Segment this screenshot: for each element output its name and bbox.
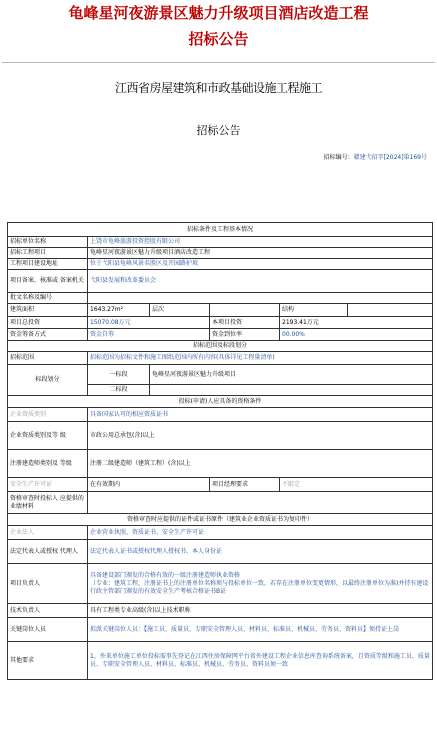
- cell-value: 15070.08万元: [88, 317, 210, 329]
- cell-label: 企业资质类别及等 级: [8, 422, 88, 450]
- pm-requirement-detail: （专业：建筑工程，注册证书上的注册单位名称须与投标单位一致，若存在注册单位变更情形，以最终注册单位为准)并持有建设行政主管部门颁发的有效安全生产考核合格证书B证: [90, 579, 429, 595]
- cell-value: 1643.27m²: [88, 304, 150, 317]
- cell-label: 企业法人: [8, 526, 88, 540]
- cell-value: 龟峰星河夜游景区魅力升级项目酒店改造工程: [88, 248, 433, 259]
- cell-label: 项目经理要求: [210, 478, 280, 492]
- pm-requirement: 具备建设部门颁发的合格有效的一级注册建造师执业资格: [90, 571, 241, 579]
- cell-label: 层次: [150, 304, 210, 317]
- doc-title: 招标公告: [196, 124, 241, 137]
- cell-value: 位于弋阳县龟峰风景名胜区及开园路护坡: [88, 259, 433, 270]
- cell-value: 龟峰星河夜游景区魅力升级项目: [150, 365, 433, 385]
- cell-label: 一标段: [88, 365, 150, 385]
- section-heading: 资格审查时应提供的证件或证书原件（建筑业企业资质证书为复印件）: [8, 514, 433, 526]
- cell-value: 招标范围为招标文件和施工图纸范围内所有内容(具体详见工程量清单): [88, 352, 433, 365]
- cell-value: 上饶市龟峰旅游投资控股有限公司: [88, 237, 433, 248]
- cell-label: 项目负责人: [8, 564, 88, 604]
- cell-label: 项目备案、核准或 备案机关: [8, 270, 88, 293]
- cell-label: 结构: [280, 304, 348, 317]
- cell-value: 具有工程类专业高级(含)以上技术职称: [88, 604, 433, 618]
- doc-number-label: 招标编号：: [323, 154, 354, 161]
- cell-value: 注册二级建造师（建筑工程）(含)以上: [88, 450, 433, 478]
- doc-number: [0, 152, 437, 161]
- cell-value: 企业营业执照、资质证书、安全生产许可证: [88, 526, 433, 540]
- cell-value: 1、外来单位施工单位投标需事先登记在江西住房保障网平台省外建设工程企业信息库查询系统备案，且资质等级和施工员、质量员、专职安全管理人员、材料员、标准员、机械员、劳务员、资料员须一致: [88, 642, 433, 680]
- cell-label: 安全生产许可证: [8, 478, 88, 492]
- cell-value: [210, 304, 280, 317]
- cell-value: 市政公用总承包(含)以上: [88, 422, 433, 450]
- cell-label: 注册建造师类别及 等级: [8, 450, 88, 478]
- cell-label: 二标段: [88, 385, 150, 396]
- cell-label: 建筑面积: [8, 304, 88, 317]
- header-subtitle: 招标公告: [188, 30, 249, 48]
- cell-value: 00.00%: [280, 329, 433, 341]
- cell-label: 法定代表人或授权 代理人: [8, 540, 88, 564]
- header-title: 龟峰星河夜游景区魅力升级项目酒店改造工程: [68, 4, 369, 22]
- cell-value: [150, 385, 433, 396]
- cell-label: 招标工程项目: [8, 248, 88, 259]
- cell-value: 具备国家认可的相应资质证书: [88, 408, 433, 422]
- cell-value: [348, 304, 433, 317]
- section-heading: 招标条件及工程基本情况: [8, 223, 433, 237]
- cell-value: 不限定: [280, 478, 433, 492]
- cell-label: 关键岗位人员: [8, 618, 88, 642]
- cell-label: 技术负责人: [8, 604, 88, 618]
- cell-value: [88, 492, 433, 514]
- cell-value: 法定代表人证书或授权代理人授权书、本人身份证: [88, 540, 433, 564]
- cell-value: 弋阳县发展和改革委员会: [88, 270, 433, 293]
- cell-label: 其他要求: [8, 642, 88, 680]
- cell-label: 标段划分: [8, 365, 88, 396]
- cell-label: 资金筹备方式: [8, 329, 88, 341]
- cell-label: 企业资质类别: [8, 408, 88, 422]
- divider: [2, 62, 435, 63]
- issuer: 江西省房屋建筑和市政基础设施工程施工: [114, 81, 322, 95]
- cell-label: 资金到位率: [210, 329, 280, 341]
- cell-value: 2193.41万元: [280, 317, 433, 329]
- cell-value: 在有效期内: [88, 478, 210, 492]
- doc-number-value: 赣建弋招字[2024]第169号: [353, 154, 427, 161]
- tender-table: [7, 222, 433, 680]
- cell-label: 招标单位名称: [8, 237, 88, 248]
- cell-label: 批文名称及编号: [8, 293, 88, 304]
- cell-value: [88, 293, 433, 304]
- cell-label: 工程项目建设地址: [8, 259, 88, 270]
- cell-label: 本项目投资: [210, 317, 280, 329]
- cell-value: 资金自筹: [88, 329, 210, 341]
- section-heading: 招标范围及标段划分: [8, 341, 433, 352]
- cell-label: 项目总投资: [8, 317, 88, 329]
- cell-label: 资格审查时投标人 应提供的业绩材料: [8, 492, 88, 514]
- cell-label: 招标范围: [8, 352, 88, 365]
- cell-value: 拟派关键岗位人员：【施工员、质量员、专职安全管理人员、材料员、标准员、机械员、劳务员、资料员】须持证上岗: [88, 618, 433, 642]
- cell-value: [88, 564, 433, 604]
- section-heading: 投标(申请)人应具备的资格条件: [8, 396, 433, 408]
